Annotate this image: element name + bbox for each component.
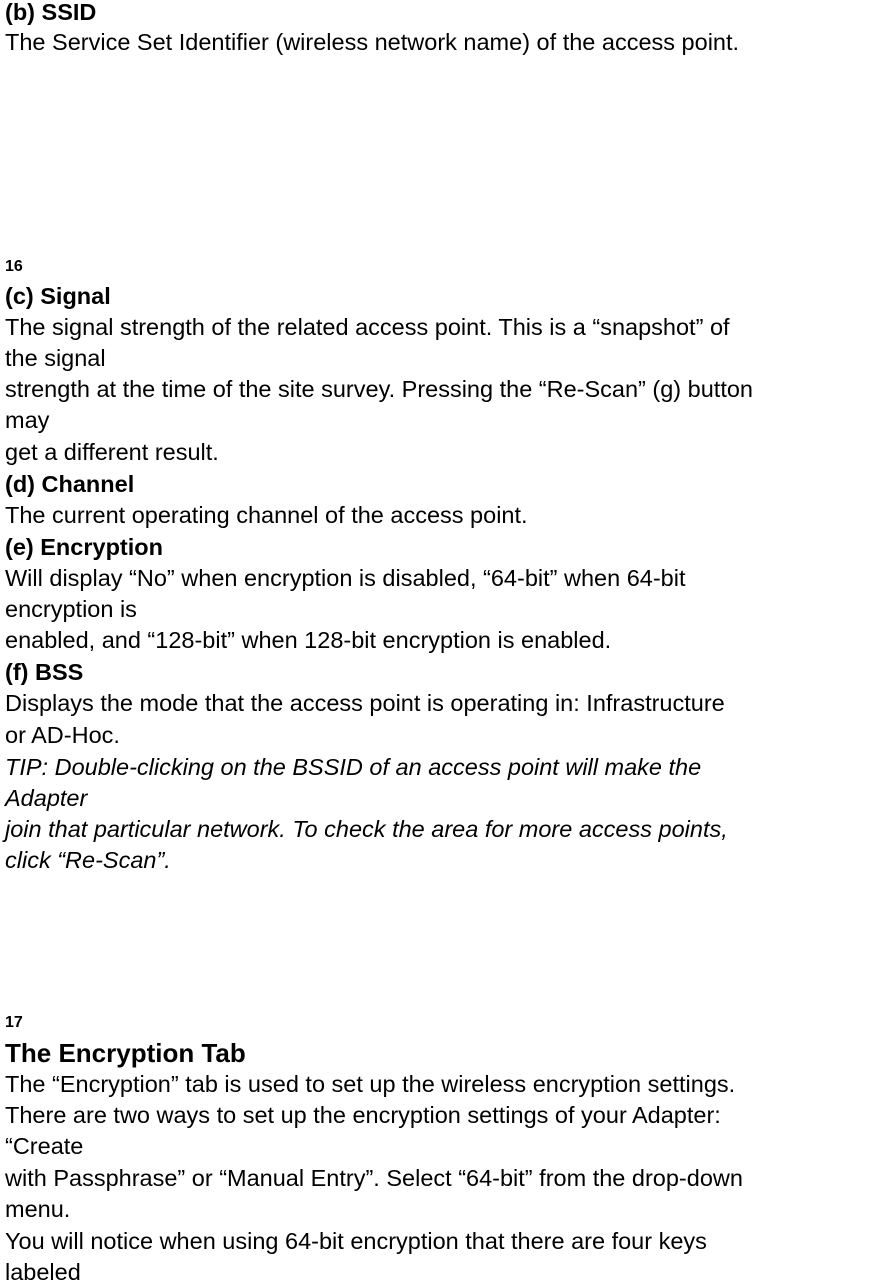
body-text: strength at the time of the site survey. Pressing the “Re-Scan” (g) button xyxy=(5,376,753,402)
section-heading-channel: (d) Channel xyxy=(5,471,135,497)
body-text: menu. xyxy=(5,1196,71,1222)
body-text: You will notice when using 64-bit encryption that there are four keys xyxy=(5,1228,707,1254)
body-text: or AD-Hoc. xyxy=(5,722,120,748)
body-text: The “Encryption” tab is used to set up the wireless encryption settings. xyxy=(5,1071,736,1097)
section-heading-ssid: (b) SSID xyxy=(5,0,97,25)
body-text: There are two ways to set up the encryption settings of your Adapter: xyxy=(5,1102,721,1128)
body-text: The signal strength of the related access point. This is a “snapshot” of xyxy=(5,314,730,340)
body-text: encryption is xyxy=(5,596,137,622)
page-title: The Encryption Tab xyxy=(5,1038,246,1068)
tip-text: click “Re-Scan”. xyxy=(5,847,171,873)
page-number: 17 xyxy=(5,1014,23,1031)
section-heading-signal: (c) Signal xyxy=(5,283,111,309)
page-number: 16 xyxy=(5,258,23,275)
section-heading-bss: (f) BSS xyxy=(5,659,84,685)
tip-text: Adapter xyxy=(5,785,88,811)
body-text: enabled, and “128-bit” when 128-bit encryption is enabled. xyxy=(5,627,612,653)
body-text: labeled xyxy=(5,1259,81,1285)
body-text: get a different result. xyxy=(5,439,219,465)
section-heading-encryption: (e) Encryption xyxy=(5,534,163,560)
body-text: Will display “No” when encryption is disabled, “64-bit” when 64-bit xyxy=(5,565,686,591)
body-text: Displays the mode that the access point is operating in: Infrastructure xyxy=(5,690,725,716)
body-text: the signal xyxy=(5,345,106,371)
body-text: may xyxy=(5,407,50,433)
tip-text: TIP: Double-clicking on the BSSID of an access point will make the xyxy=(5,754,702,780)
body-text: with Passphrase” or “Manual Entry”. Select “64-bit” from the drop-down xyxy=(5,1165,743,1191)
tip-text: join that particular network. To check the area for more access points, xyxy=(5,816,728,842)
body-text: The current operating channel of the access point. xyxy=(5,502,528,528)
body-text: “Create xyxy=(5,1133,84,1159)
body-text: The Service Set Identifier (wireless network name) of the access point. xyxy=(5,29,740,55)
